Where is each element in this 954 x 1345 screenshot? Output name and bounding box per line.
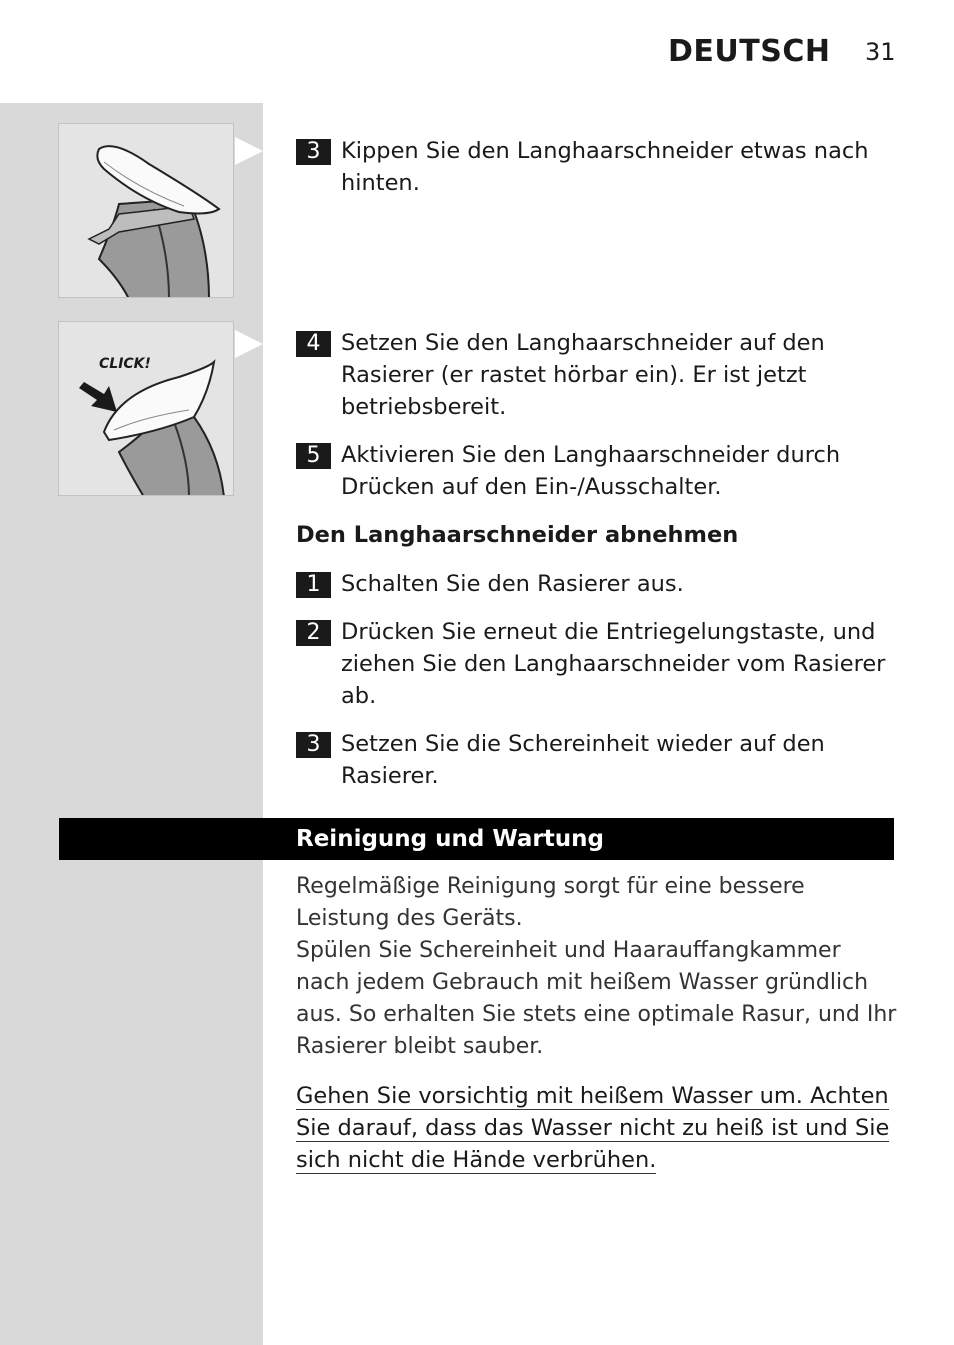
figure-pointer bbox=[235, 330, 263, 358]
step-item bbox=[296, 327, 896, 423]
click-label: CLICK! bbox=[99, 356, 151, 372]
trimmer-tilt-illustration-icon bbox=[59, 124, 234, 298]
step-number: 1 bbox=[296, 572, 331, 598]
page-number: 31 bbox=[865, 38, 896, 66]
step-text: Schalten Sie den Rasierer aus. bbox=[341, 571, 684, 597]
figure-trimmer-tilt bbox=[58, 123, 234, 298]
step-text: Kippen Sie den Langhaarschneider etwas nach hinten. bbox=[341, 138, 869, 196]
header-language: DEUTSCH bbox=[668, 34, 831, 69]
step-item bbox=[296, 568, 896, 600]
subsection-title: Den Langhaarschneider abnehmen bbox=[296, 522, 739, 548]
step-text: Setzen Sie die Schereinheit wieder auf den Rasierer. bbox=[341, 731, 825, 789]
step-text: Aktivieren Sie den Langhaarschneider durch Drücken auf den Ein-/Ausschalter. bbox=[341, 442, 841, 500]
step-text: Setzen Sie den Langhaarschneider auf den Rasierer (er rastet hörbar ein). Er ist jetzt betriebsbereit. bbox=[341, 330, 825, 420]
step-number: 4 bbox=[296, 331, 331, 357]
trimmer-click-illustration-icon bbox=[59, 322, 234, 496]
step-number: 2 bbox=[296, 620, 331, 646]
figure-trimmer-click bbox=[58, 321, 234, 496]
step-item bbox=[296, 135, 896, 199]
section-paragraph: Regelmäßige Reinigung sorgt für eine bessere Leistung des Geräts. bbox=[296, 874, 805, 931]
warning-underlined: Gehen Sie vorsichtig mit heißem Wasser um. Achten Sie darauf, dass das Wasser nicht zu heiß ist und Sie sich nicht die Hände verbrühen. bbox=[296, 1083, 890, 1173]
step-item bbox=[296, 728, 896, 792]
step-text: Drücken Sie erneut die Entriegelungstaste, und ziehen Sie den Langhaarschneider vom Rasierer ab. bbox=[341, 619, 886, 709]
step-number: 3 bbox=[296, 139, 331, 165]
warning-text bbox=[296, 1080, 901, 1176]
section-title: Reinigung und Wartung bbox=[296, 826, 604, 852]
figure-pointer bbox=[235, 137, 263, 165]
step-item bbox=[296, 616, 896, 712]
step-number: 5 bbox=[296, 443, 331, 469]
step-item bbox=[296, 439, 896, 503]
section-paragraph: Spülen Sie Schereinheit und Haarauffangkammer nach jedem Gebrauch mit heißem Wasser gründlich aus. So erhalten Sie stets eine optimale Rasur, und Ihr Rasierer bleibt sauber. bbox=[296, 938, 897, 1059]
step-number: 3 bbox=[296, 732, 331, 758]
